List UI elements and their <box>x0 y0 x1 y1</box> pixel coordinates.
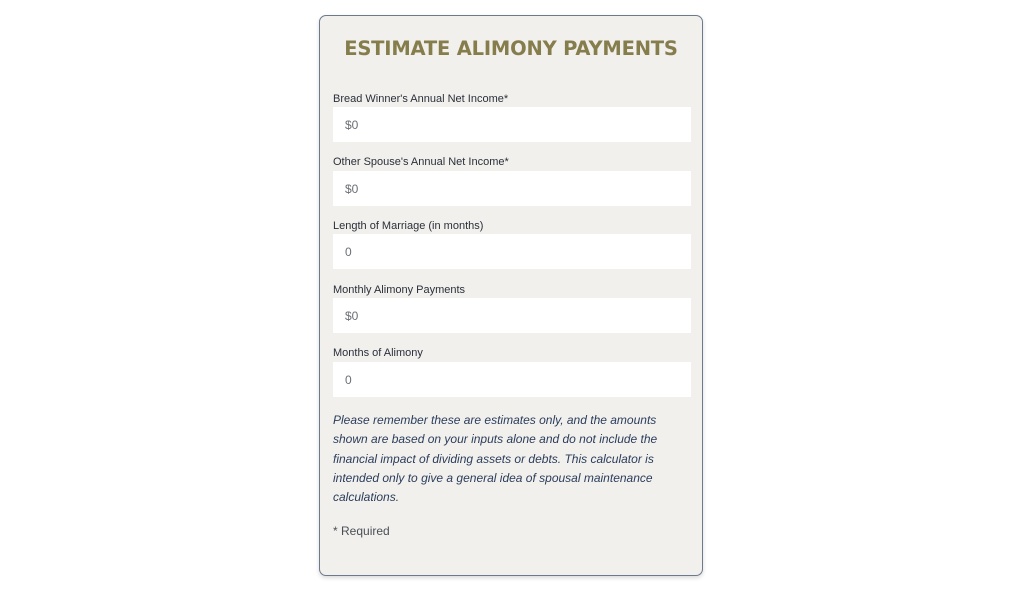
alimony-months-input[interactable] <box>333 362 691 397</box>
other-spouse-income-label: Other Spouse's Annual Net Income* <box>333 156 509 168</box>
alimony-calculator-card <box>319 15 703 576</box>
bread-winner-income-label: Bread Winner's Annual Net Income* <box>333 93 509 105</box>
required-note: * Required <box>333 524 390 538</box>
marriage-length-label: Length of Marriage (in months) <box>333 220 484 232</box>
monthly-alimony-input[interactable] <box>333 298 691 333</box>
form-title: ESTIMATE ALIMONY PAYMENTS <box>344 37 678 60</box>
marriage-length-input[interactable] <box>333 234 691 269</box>
alimony-months-label: Months of Alimony <box>333 347 423 359</box>
bread-winner-income-input[interactable] <box>333 107 691 142</box>
estimate-disclaimer: Please remember these are estimates only, and the amounts shown are based on your inputs alone and do not include the financial impact of dividing assets or debts. This calculator is intended only to give a general idea of spousal maintenance calculations. <box>333 413 658 505</box>
monthly-alimony-label: Monthly Alimony Payments <box>333 284 466 296</box>
other-spouse-income-input[interactable] <box>333 171 691 206</box>
